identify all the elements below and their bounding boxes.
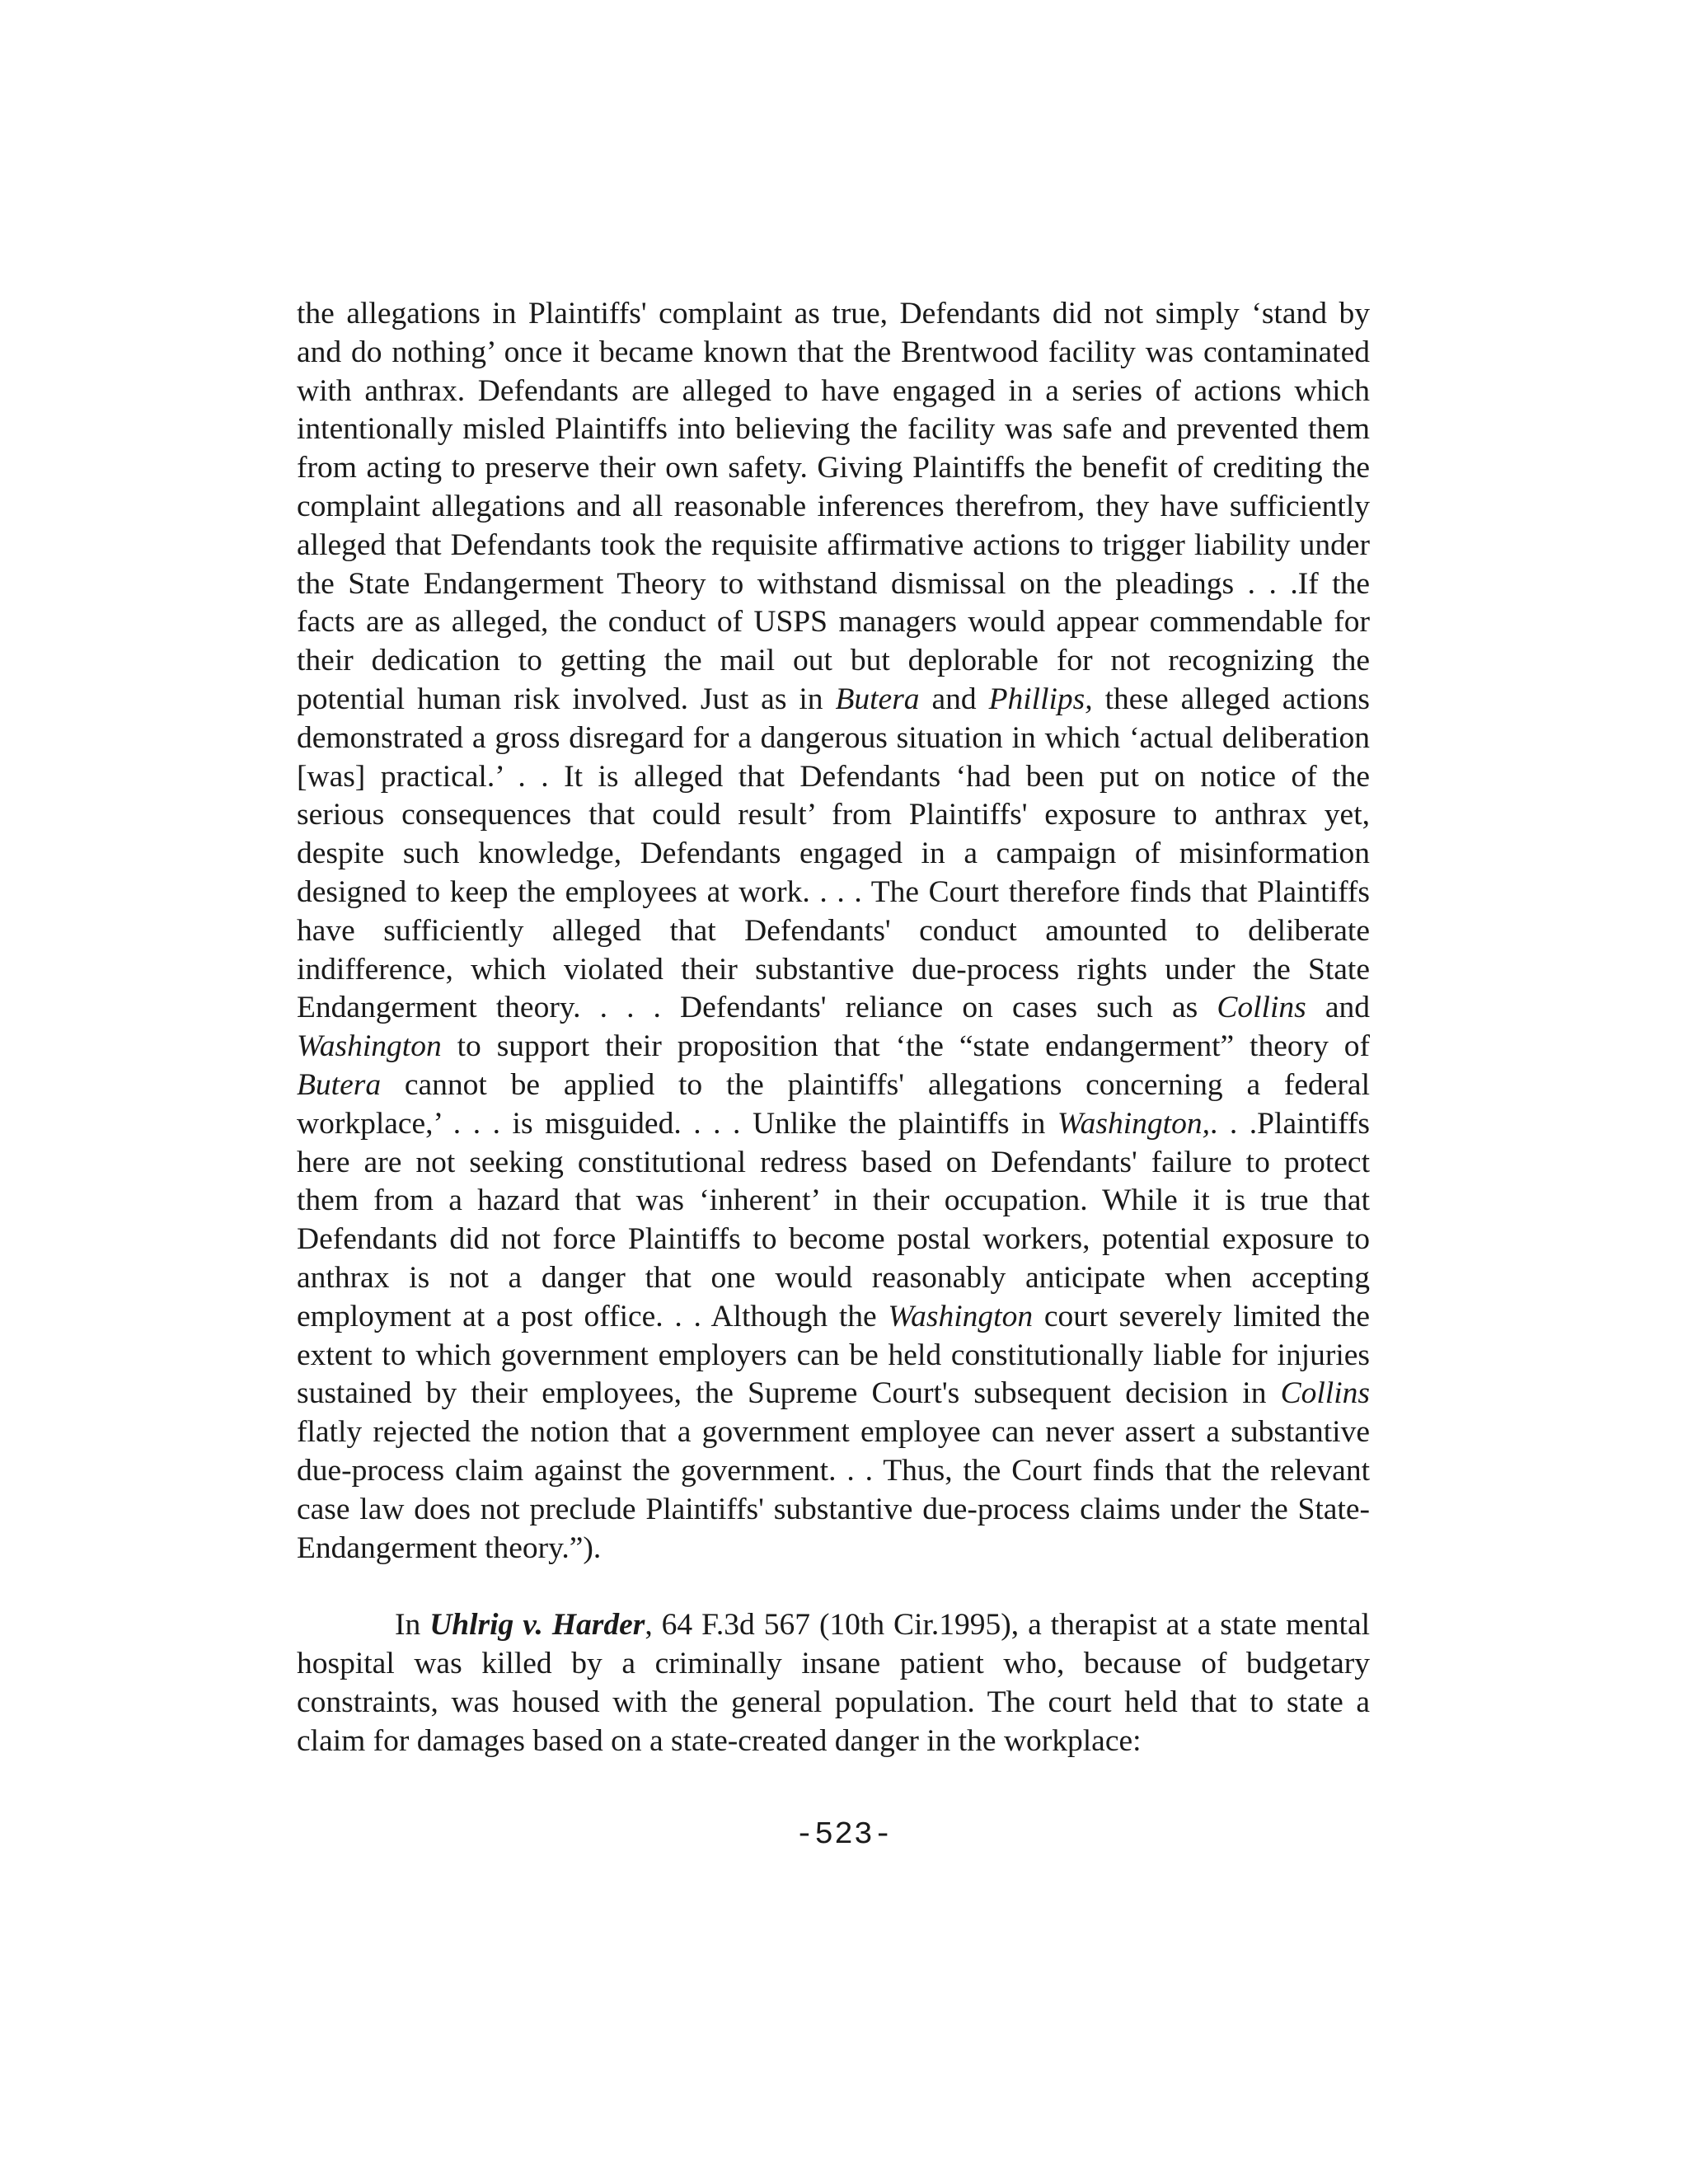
text-line: [297, 758, 1370, 797]
italic-text: Collins: [1217, 991, 1306, 1025]
text-segment: , 64 F.3d 567 (10th Cir.1995), a therapist at a state mental: [645, 1608, 1371, 1643]
text-segment: intentionally misled Plaintiffs into believing the facility was safe and prevented them: [297, 412, 1370, 447]
text-segment: hospital was killed by a criminally insane patient who, because of budgetary: [297, 1647, 1370, 1681]
text-line: [297, 1375, 1370, 1413]
text-line: [297, 796, 1370, 835]
text-line: [297, 527, 1370, 565]
text-segment: case law does not preclude Plaintiffs' substantive due-process claims under the State-: [297, 1492, 1370, 1526]
document-page: [297, 295, 1370, 1760]
case-name: Uhlrig v. Harder: [429, 1608, 645, 1643]
paragraph: [297, 1606, 1370, 1760]
text-line: [297, 1413, 1370, 1452]
text-line: [297, 1066, 1370, 1105]
text-segment: designed to keep the employees at work. . . . The Court therefore finds that Plaintiffs: [297, 874, 1370, 909]
text-segment: to support their proposition that ‘the “state endangerment” theory of: [441, 1029, 1370, 1064]
text-segment: here are not seeking constitutional redress based on Defendants' failure to protect: [297, 1145, 1370, 1179]
text-segment: them from a hazard that was ‘inherent’ in their occupation. While it is true that: [297, 1183, 1370, 1218]
text-segment: demonstrated a gross disregard for a dangerous situation in which ‘actual deliberation: [297, 720, 1370, 755]
text-line: [297, 410, 1370, 449]
text-line: [297, 874, 1370, 912]
text-line: [297, 1452, 1370, 1491]
italic-text: Butera: [835, 682, 920, 716]
italic-text: Butera: [297, 1067, 382, 1102]
text-segment: Endangerment theory. . . . Defendants' reliance on cases such as: [297, 991, 1217, 1025]
page-number: -523-: [795, 1817, 893, 1853]
text-line: [297, 1182, 1370, 1221]
text-segment: constraints, was housed with the general population. The court held that to state a: [297, 1685, 1370, 1719]
text-segment: the allegations in Plaintiffs' complaint as true, Defendants did not simply ‘stand by: [297, 297, 1370, 330]
text-line: [297, 681, 1370, 719]
text-segment: their dedication to getting the mail out but deplorable for not recognizing the: [297, 644, 1370, 678]
italic-text: Collins: [1280, 1376, 1370, 1411]
text-segment: and do nothing’ once it became known that the Brentwood facility was contaminated: [297, 335, 1370, 369]
text-segment: these alleged actions: [1092, 682, 1370, 716]
italic-text: Phillips,: [988, 682, 1093, 716]
paragraph: [297, 295, 1370, 1568]
text-segment: despite such knowledge, Defendants engaged in a campaign of misinformation: [297, 837, 1370, 871]
text-segment: potential human risk involved. Just as in: [297, 682, 836, 716]
text-line: [297, 989, 1370, 1028]
text-segment: from acting to preserve their own safety. Giving Plaintiffs the benefit of crediting the: [297, 451, 1370, 485]
text-segment: Defendants did not force Plaintiffs to become postal workers, potential exposure to: [297, 1222, 1370, 1257]
text-segment: [was] practical.’ . . It is alleged that Defendants ‘had been put on notice of the: [297, 759, 1370, 794]
text-segment: In: [395, 1608, 430, 1643]
text-segment: Endangerment theory.”).: [297, 1530, 602, 1565]
text-segment: court severely limited the: [1033, 1299, 1370, 1333]
text-line: [297, 1221, 1370, 1259]
text-segment: with anthrax. Defendants are alleged to have engaged in a series of actions which: [297, 373, 1370, 408]
text-line: [297, 1028, 1370, 1066]
text-line: [297, 1105, 1370, 1144]
italic-text: Washington: [297, 1029, 442, 1064]
text-line: [297, 488, 1370, 527]
text-line: [297, 1144, 1370, 1183]
text-line: [297, 295, 1370, 334]
text-line: [297, 1337, 1370, 1376]
text-line: [297, 1259, 1370, 1298]
text-line: [297, 565, 1370, 604]
text-segment: facts are as alleged, the conduct of USPS managers would appear commendable for: [297, 605, 1370, 640]
text-segment: indifference, which violated their substantive due-process rights under the State: [297, 952, 1370, 987]
text-line: [297, 835, 1370, 874]
text-line: [297, 1530, 1370, 1568]
text-line: [297, 603, 1370, 642]
text-line: [297, 334, 1370, 373]
text-segment: have sufficiently alleged that Defendants' conduct amounted to deliberate: [297, 913, 1370, 948]
text-segment: due-process claim against the government. . . Thus, the Court finds that the relevant: [297, 1453, 1370, 1488]
text-line: [297, 1491, 1370, 1530]
italic-text: Washington: [888, 1299, 1034, 1333]
text-line: [297, 373, 1370, 411]
text-line: [297, 1606, 1370, 1645]
text-line: [297, 719, 1370, 758]
text-segment: sustained by their employees, the Supreme Court's subsequent decision in: [297, 1376, 1281, 1411]
text-segment: employment at a post office. . . Although the: [297, 1299, 889, 1333]
text-line: [297, 1298, 1370, 1337]
text-segment: and: [1306, 991, 1370, 1025]
text-segment: the State Endangerment Theory to withstand dismissal on the pleadings . . .If the: [297, 566, 1370, 601]
text-line: [297, 912, 1370, 951]
text-segment: workplace,’ . . . is misguided. . . . Unlike the plaintiffs in: [297, 1106, 1057, 1141]
text-line: [297, 449, 1370, 488]
text-segment: alleged that Defendants took the requisite affirmative actions to trigger liability under: [297, 527, 1370, 562]
paragraph-gap: [297, 1568, 1370, 1606]
text-segment: flatly rejected the notion that a government employee can never assert a substantive: [297, 1415, 1370, 1450]
text-segment: extent to which government employers can be held constitutionally liable for injuries: [297, 1338, 1370, 1372]
italic-text: Washington,: [1057, 1106, 1210, 1141]
text-segment: cannot be applied to the plaintiffs' allegations concerning a federal: [381, 1067, 1370, 1102]
text-segment: anthrax is not a danger that one would reasonably anticipate when accepting: [297, 1260, 1370, 1295]
text-segment: and: [919, 682, 989, 716]
text-line: [297, 642, 1370, 681]
text-segment: . . .Plaintiffs: [1209, 1106, 1370, 1141]
text-line: [297, 951, 1370, 990]
text-line: [297, 1645, 1370, 1684]
text-segment: claim for damages based on a state-created danger in the workplace:: [297, 1723, 1142, 1758]
text-segment: complaint allegations and all reasonable inferences therefrom, they have sufficiently: [297, 489, 1370, 523]
text-segment: serious consequences that could result’ from Plaintiffs' exposure to anthrax yet,: [297, 798, 1370, 832]
text-line: [297, 1722, 1370, 1761]
text-line: [297, 1684, 1370, 1722]
